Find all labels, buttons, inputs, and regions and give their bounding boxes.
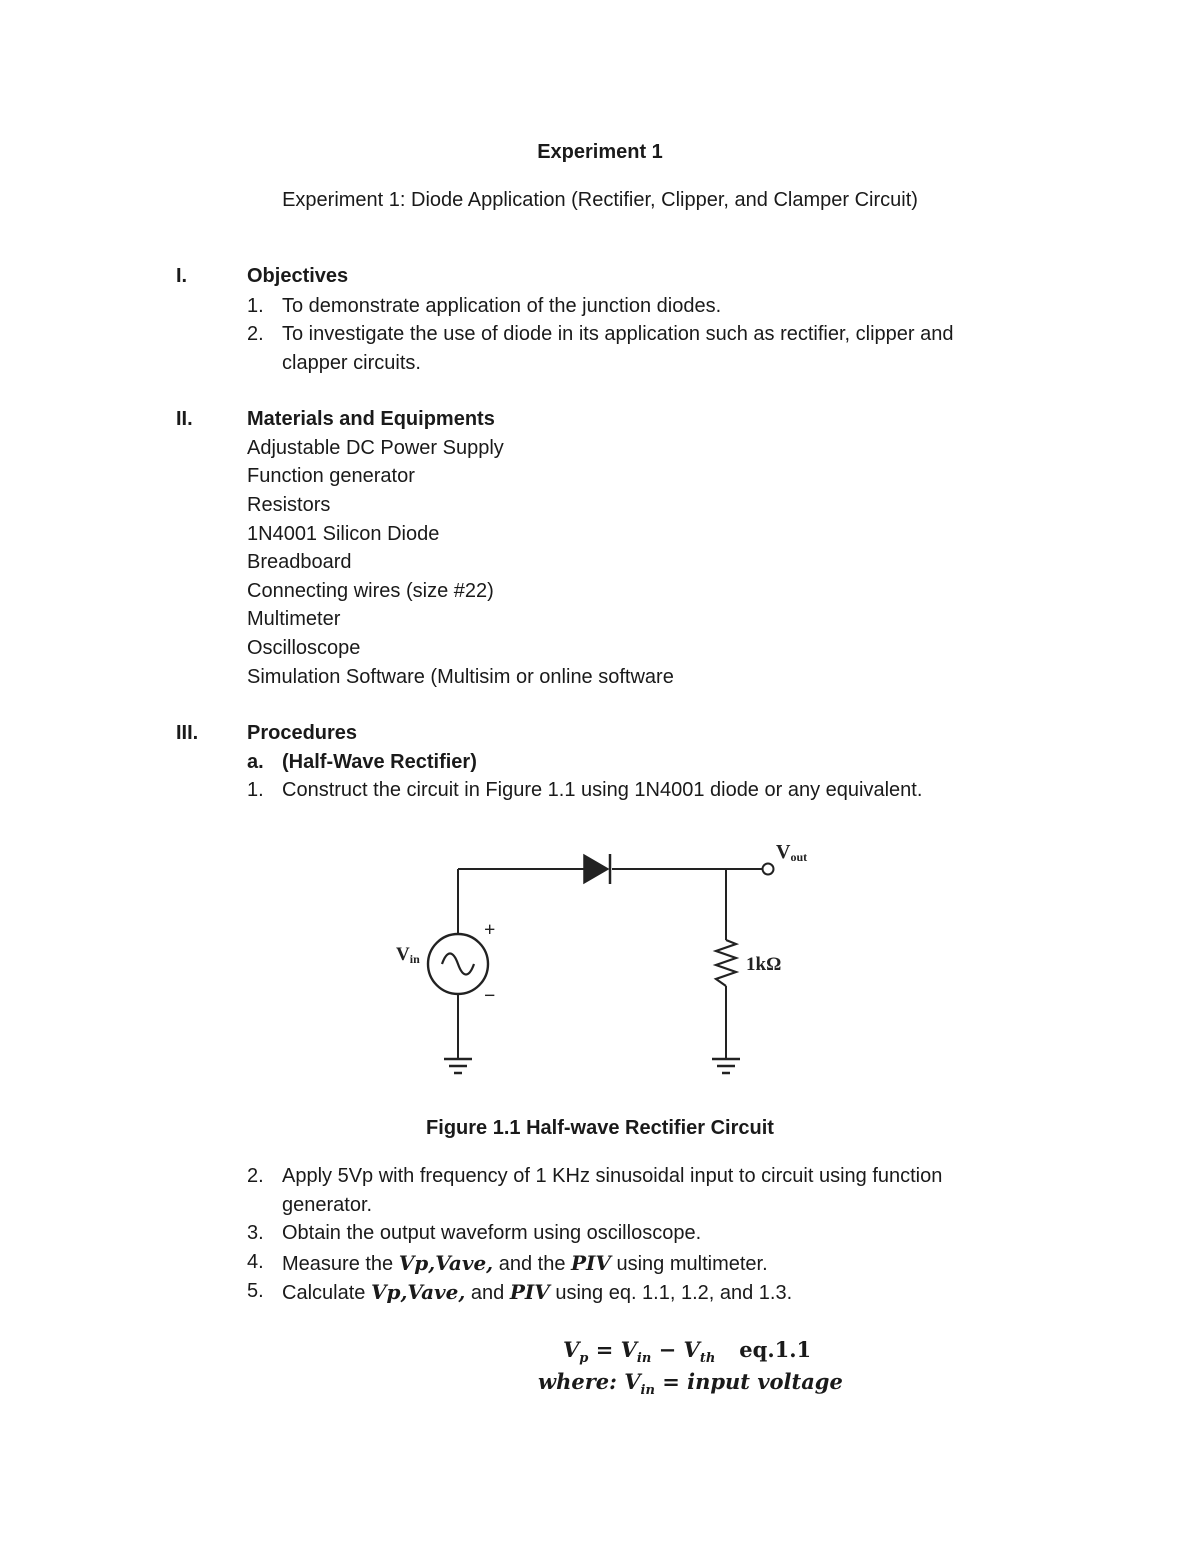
step-text-part: using eq. 1.1, 1.2, and 1.3. [549, 1282, 793, 1304]
page-title: Experiment 1 [537, 141, 663, 163]
step-number: 4. [247, 1251, 264, 1273]
subsection-heading: (Half-Wave Rectifier) [282, 751, 477, 773]
step-text [282, 1251, 768, 1276]
section-numeral-procedures: III. [176, 722, 199, 744]
resistor-value-label: 1kΩ [746, 954, 782, 975]
objective-number: 2. [247, 323, 264, 345]
diode-symbol [584, 854, 610, 884]
step-text-continuation: generator. [282, 1194, 373, 1216]
eq-subscript: in [636, 1351, 652, 1367]
section-numeral-objectives: I. [176, 265, 188, 287]
ground-icon [444, 1059, 472, 1073]
section-heading-procedures: Procedures [247, 722, 358, 744]
eq-subscript: in [640, 1383, 655, 1399]
material-item: Multimeter [247, 608, 341, 630]
vout-label: Vout [776, 841, 808, 864]
step-text-part: and the [493, 1253, 571, 1275]
eq-subscript: th [699, 1351, 716, 1367]
material-item: Oscilloscope [247, 637, 361, 659]
material-item: 1N4001 Silicon Diode [247, 523, 440, 545]
section-heading-objectives: Objectives [247, 265, 349, 287]
eq-where-word: where: [538, 1369, 625, 1394]
figure-caption: Figure 1.1 Half-wave Rectifier Circuit [426, 1117, 774, 1139]
step-number: 1. [247, 779, 264, 801]
step-number: 5. [247, 1280, 264, 1302]
math-piv: PIV [509, 1280, 550, 1304]
step-text-part: and [465, 1282, 510, 1304]
page-subtitle: Experiment 1: Diode Application (Rectifier, Clipper, and Clamper Circuit) [282, 189, 918, 211]
equation-1-1 [563, 1337, 811, 1366]
step-text: Construct the circuit in Figure 1.1 using 1N4001 diode or any equivalent. [282, 779, 923, 801]
eq-subscript: p [579, 1351, 589, 1367]
eq-term: V [624, 1369, 641, 1394]
objective-item: To demonstrate application of the junction diodes. [282, 295, 722, 317]
math-variables: Vp,Vave, [398, 1251, 494, 1275]
step-text: Obtain the output waveform using oscilloscope. [282, 1222, 702, 1244]
objective-item-continuation: clapper circuits. [282, 352, 421, 374]
eq-definition: = input voltage [654, 1369, 843, 1394]
step-number: 3. [247, 1222, 264, 1244]
material-item: Adjustable DC Power Supply [247, 437, 504, 459]
eq-operator: − [651, 1337, 684, 1362]
minus-label: − [484, 985, 496, 1007]
equation-label: eq.1.1 [739, 1337, 812, 1362]
resistor-zigzag [716, 940, 736, 986]
step-text-part: using multimeter. [610, 1253, 768, 1275]
material-item: Function generator [247, 465, 415, 487]
sine-wave-icon [442, 954, 474, 975]
section-heading-materials: Materials and Equipments [247, 408, 495, 430]
vin-label: Vin [396, 944, 420, 966]
material-item: Connecting wires (size #22) [247, 580, 494, 602]
step-text-part: Measure the [282, 1253, 399, 1275]
half-wave-rectifier-diagram [380, 830, 840, 1090]
eq-operator: = [588, 1337, 621, 1362]
equation-where [538, 1369, 843, 1398]
step-text-part: Calculate [282, 1282, 371, 1304]
output-terminal [763, 864, 774, 875]
eq-term: V [620, 1337, 637, 1362]
material-item: Simulation Software (Multisim or online software [247, 666, 674, 688]
section-numeral-materials: II. [176, 408, 193, 430]
eq-term: V [563, 1337, 580, 1362]
ground-icon [712, 1059, 740, 1073]
material-item: Breadboard [247, 551, 352, 573]
step-number: 2. [247, 1165, 264, 1187]
objective-number: 1. [247, 295, 264, 317]
plus-label: + [484, 919, 496, 941]
step-text: Apply 5Vp with frequency of 1 KHz sinusoidal input to circuit using function [282, 1165, 943, 1187]
math-piv: PIV [571, 1251, 611, 1275]
material-item: Resistors [247, 494, 331, 516]
math-variables: Vp,Vave, [370, 1280, 466, 1304]
step-text [282, 1280, 792, 1305]
eq-term: V [683, 1337, 700, 1362]
objective-item: To investigate the use of diode in its application such as rectifier, clipper and [282, 323, 954, 345]
subsection-label: a. [247, 751, 264, 773]
